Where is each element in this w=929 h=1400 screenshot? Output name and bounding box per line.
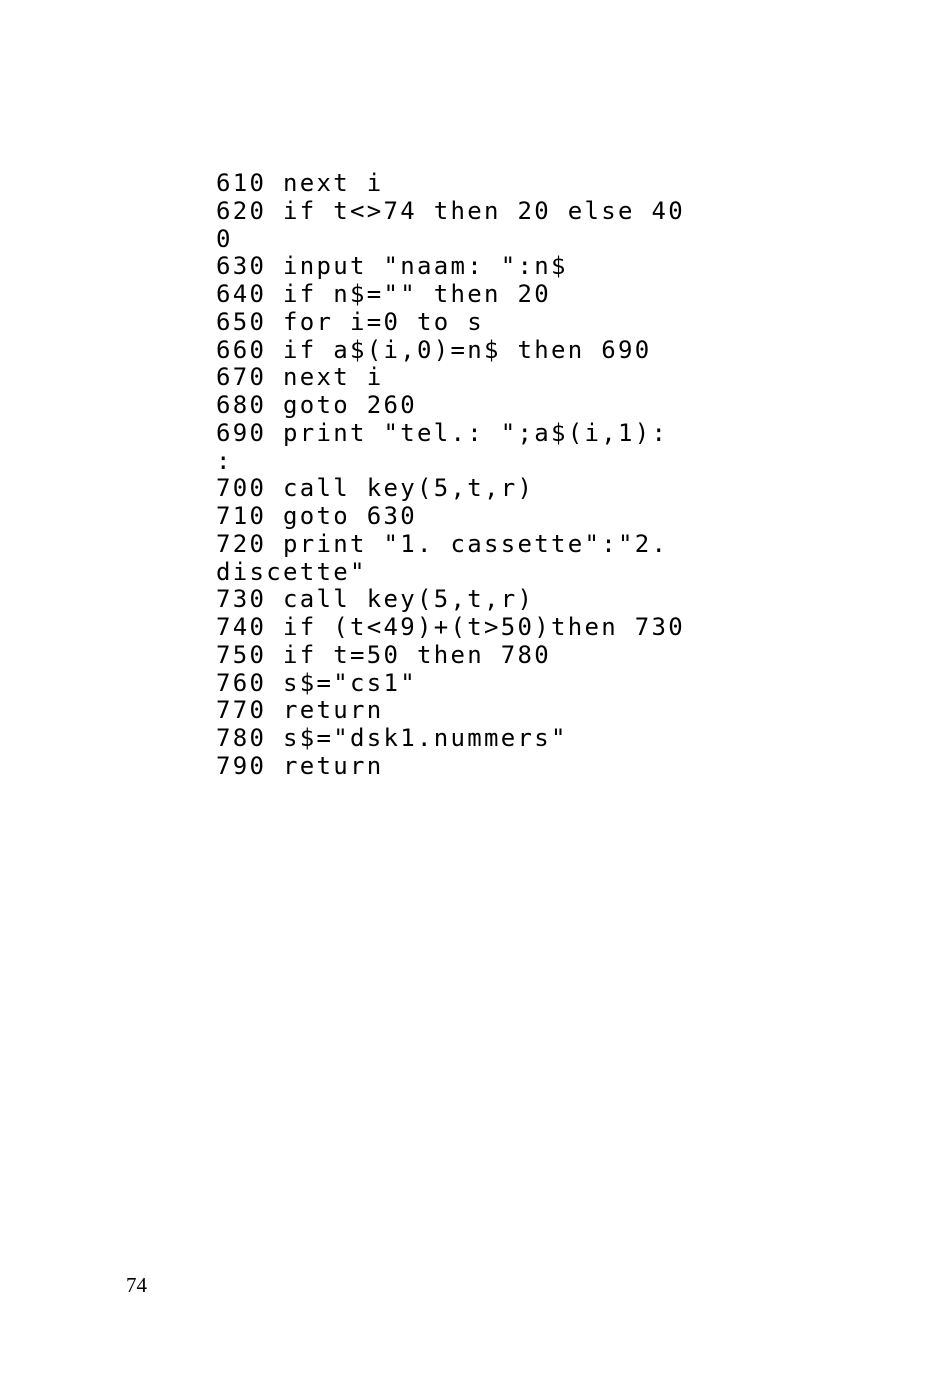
code-line: 750 if t=50 then 780 [216, 640, 551, 669]
code-line: 790 return [216, 751, 384, 780]
code-line: 650 for i=0 to s [216, 307, 484, 336]
code-line: 700 call key(5,t,r) [216, 474, 535, 503]
code-line: 740 if (t<49)+(t>50)then 730 [216, 613, 685, 641]
code-line: 780 s$="dsk1.nummers" [216, 724, 568, 752]
code-line: : [216, 446, 233, 475]
code-line: 760 s$="cs1" [216, 668, 417, 697]
code-line: 770 return [216, 696, 384, 725]
page-number: 74 [126, 1273, 147, 1297]
code-line: discette" [216, 557, 367, 586]
code-line: 720 print "1. cassette":"2. [216, 529, 669, 558]
code-line: 690 print "tel.: ";a$(i,1): [216, 418, 669, 447]
code-line: 680 goto 260 [216, 391, 417, 419]
code-line: 0 [216, 224, 233, 253]
code-line: 670 next i [216, 363, 384, 392]
code-line: 730 call key(5,t,r) [216, 585, 535, 614]
code-line: 630 input "naam: ":n$ [216, 252, 568, 281]
code-line: 640 if n$="" then 20 [216, 280, 551, 308]
code-line: 610 next i [216, 169, 384, 197]
code-line: 620 if t<>74 then 20 else 40 [216, 196, 685, 225]
code-listing [216, 170, 685, 781]
code-line: 710 goto 630 [216, 502, 417, 530]
code-line: 660 if a$(i,0)=n$ then 690 [216, 335, 652, 364]
